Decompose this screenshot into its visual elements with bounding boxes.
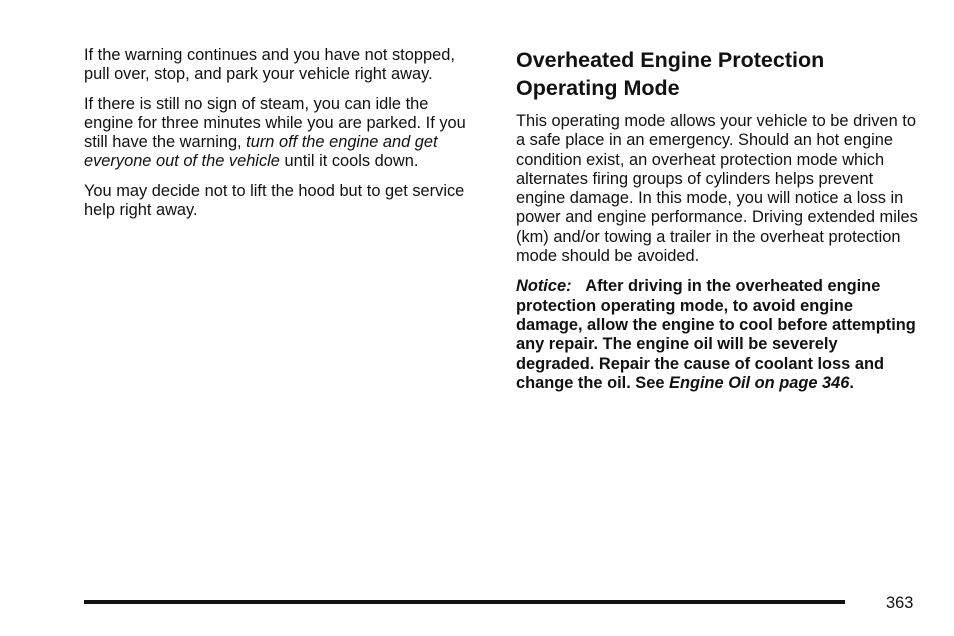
hood-paragraph: You may decide not to lift the hood but to get service help right away. bbox=[84, 181, 465, 220]
idle-text-end: until it cools down. bbox=[279, 152, 419, 171]
notice-paragraph bbox=[516, 277, 920, 393]
notice-reference-link[interactable]: Engine Oil on page 346 bbox=[669, 373, 850, 392]
idle-emphasis: turn off the engine and get everyone out of the vehicle bbox=[84, 133, 438, 171]
warning-paragraph: If the warning continues and you have not stopped, pull over, stop, and park your vehicle right away. bbox=[84, 46, 455, 84]
right-column bbox=[516, 46, 920, 403]
footer-rule bbox=[84, 600, 845, 604]
operating-mode-paragraph: This operating mode allows your vehicle to be driven to a safe place in an emergency. Should an hot engine condition exist, an overheat protection mode which alternates firing groups of cylinders helps prevent engine damage. In this mode, you will notice a loss in power and engine performance. Driving extended miles (km) and/or towing a trailer in the overheat protection mode should be avoided. bbox=[516, 112, 918, 266]
section-heading: Overheated Engine Protection Operating Mode bbox=[516, 48, 825, 100]
left-column bbox=[84, 46, 476, 230]
notice-end: . bbox=[849, 373, 854, 392]
notice-text: After driving in the overheated engine protection operating mode, to avoid engine damage, allow the engine to cool before attempting any repair. The engine oil will be severely degraded. Repair the cause of coolant loss and change the oil. See bbox=[516, 277, 916, 392]
idle-paragraph bbox=[84, 95, 476, 172]
page-number: 363 bbox=[886, 594, 914, 612]
notice-label: Notice: bbox=[516, 277, 572, 296]
idle-text: If there is still no sign of steam, you can idle the engine for three minutes while you are parked. If you still have the warning, bbox=[84, 94, 466, 152]
